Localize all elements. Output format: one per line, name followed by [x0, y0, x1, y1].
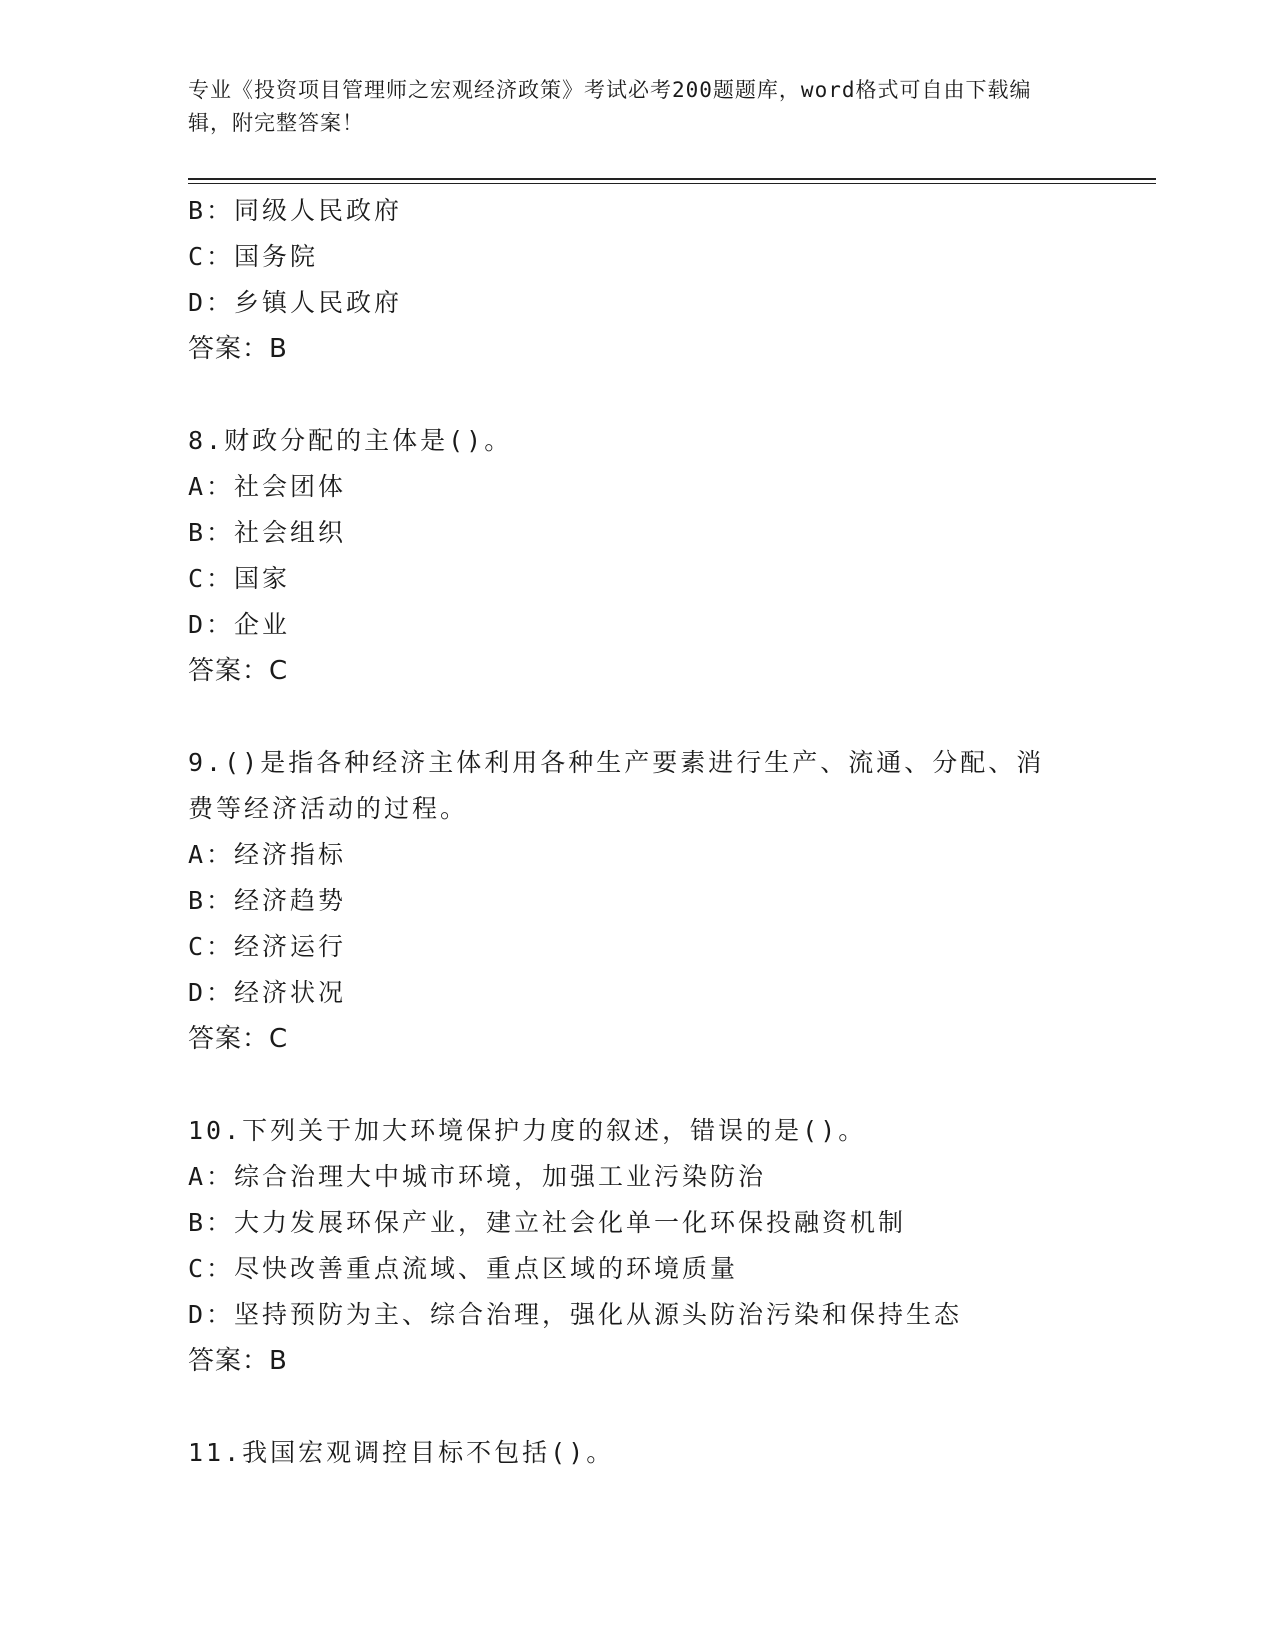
option-c: C：国家 — [188, 564, 291, 593]
option-b: B：社会组织 — [188, 518, 347, 547]
spacer — [188, 372, 1088, 418]
option-b: B：大力发展环保产业，建立社会化单一化环保投融资机制 — [188, 1208, 907, 1237]
option-d: D：坚持预防为主、综合治理，强化从源头防治污染和保持生态 — [188, 1300, 963, 1329]
question-10 — [188, 1108, 1088, 1384]
header-divider — [188, 178, 1156, 184]
option-d: D：企业 — [188, 610, 291, 639]
question-8 — [188, 418, 1088, 694]
question-text: 10.下列关于加大环境保护力度的叙述，错误的是()。 — [188, 1116, 867, 1145]
option-b: B：经济趋势 — [188, 886, 347, 915]
question-text: 8.财政分配的主体是()。 — [188, 426, 513, 455]
option-c: C：尽快改善重点流域、重点区域的环境质量 — [188, 1254, 739, 1283]
spacer — [188, 1062, 1088, 1108]
document-body — [188, 188, 1088, 1476]
answer-line: 答案：B — [188, 1346, 288, 1376]
option-d: D：经济状况 — [188, 978, 347, 1007]
spacer — [188, 1384, 1088, 1430]
question-9 — [188, 740, 1088, 1062]
question-text: 9.()是指各种经济主体利用各种生产要素进行生产、流通、分配、消费等经济活动的过程。 — [188, 748, 1045, 823]
answer-line: 答案：C — [188, 1024, 289, 1054]
option-c: C：国务院 — [188, 242, 319, 271]
spacer — [188, 694, 1088, 740]
option-a: A：经济指标 — [188, 840, 347, 869]
question-text: 11.我国宏观调控目标不包括()。 — [188, 1438, 615, 1467]
option-d: D：乡镇人民政府 — [188, 288, 403, 317]
option-c: C：经济运行 — [188, 932, 347, 961]
answer-line: 答案：B — [188, 334, 288, 364]
question-7-continued — [188, 188, 1088, 372]
question-11 — [188, 1430, 1088, 1476]
option-b: B：同级人民政府 — [188, 196, 403, 225]
option-a: A：综合治理大中城市环境，加强工业污染防治 — [188, 1162, 767, 1191]
option-a: A：社会团体 — [188, 472, 347, 501]
document-header: 专业《投资项目管理师之宏观经济政策》考试必考200题题库，word格式可自由下载编辑，附完整答案！ — [188, 78, 1032, 135]
answer-line: 答案：C — [188, 656, 289, 686]
